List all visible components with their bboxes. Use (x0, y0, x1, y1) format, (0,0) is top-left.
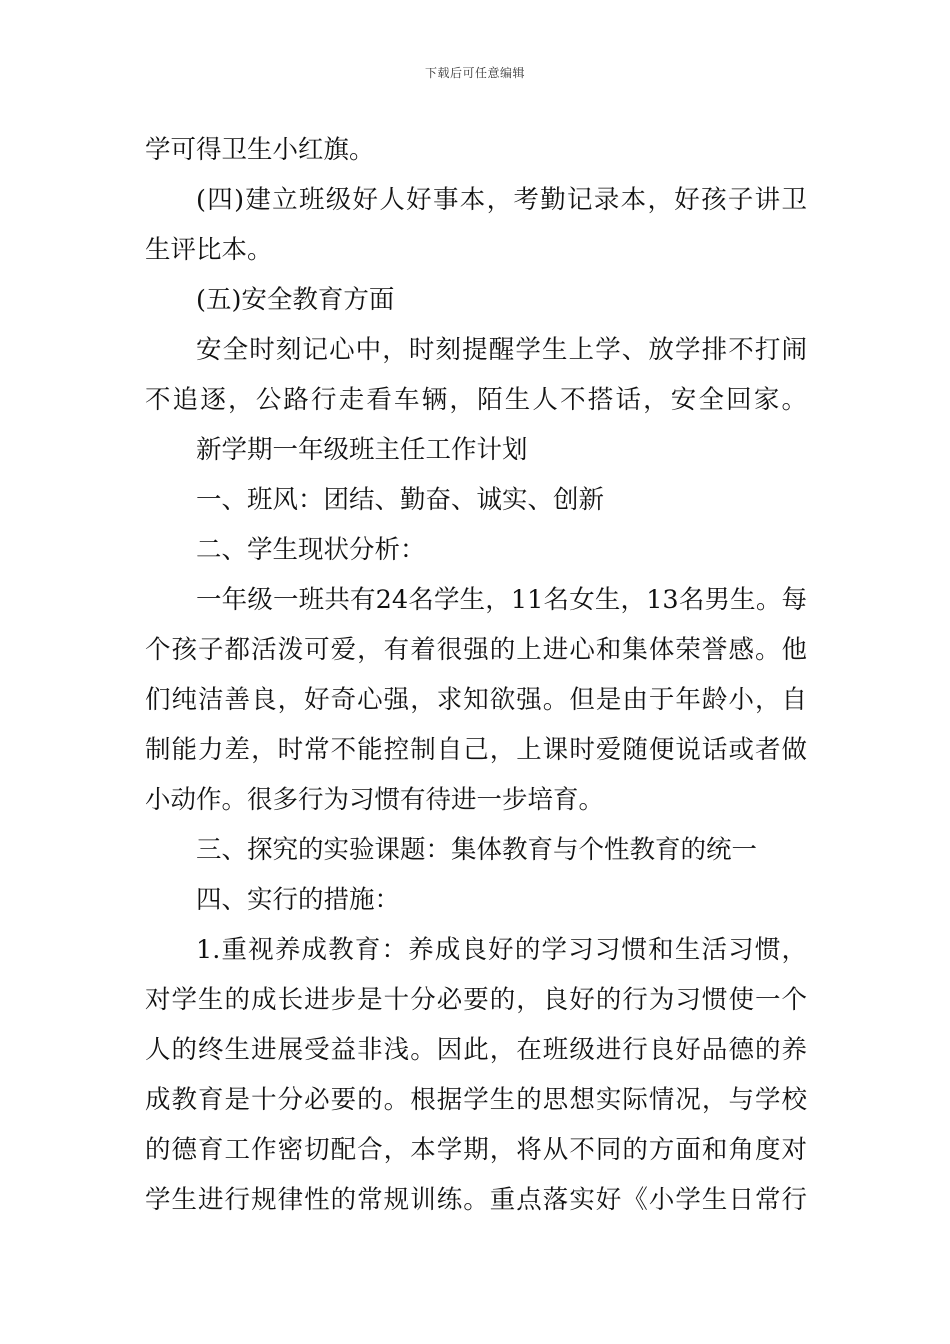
section-heading: (五)安全教育方面 (196, 285, 395, 315)
section-heading: 二、学生现状分析： (196, 535, 426, 565)
text-line: 人的终生进展受益非浅。因此，在班级进行良好品德的养 (145, 1035, 807, 1065)
text-line: 生评比本。 (145, 235, 273, 265)
text-line: 小动作。很多行为习惯有待进一步培育。 (145, 785, 605, 815)
text-line: (四)建立班级好人好事本，考勤记录本，好孩子讲卫 (196, 185, 807, 215)
section-heading: 四、实行的措施： (196, 885, 401, 915)
text-line: 学生进行规律性的常规训练。重点落实好《小学生日常行 (145, 1185, 807, 1215)
text-line: 一年级一班共有24名学生，11名女生，13名男生。每 (196, 585, 807, 615)
text-line: 1.重视养成教育：养成良好的学习习惯和生活习惯， (196, 935, 807, 965)
section-heading: 三、探究的实验课题：集体教育与个性教育的统一 (196, 835, 758, 865)
text-line: 制能力差，时常不能控制自己，上课时爱随便说话或者做 (145, 735, 807, 765)
page-header-note: 下载后可任意编辑 (424, 66, 525, 80)
text-line: 学可得卫生小红旗。 (145, 135, 375, 165)
text-line: 对学生的成长进步是十分必要的，良好的行为习惯使一个 (145, 985, 807, 1015)
section-heading: 一、班风：团结、勤奋、诚实、创新 (196, 485, 605, 515)
text-line: 的德育工作密切配合，本学期，将从不同的方面和角度对 (145, 1135, 807, 1165)
text-line: 不追逐，公路行走看车辆，陌生人不搭话，安全回家。 (145, 385, 807, 415)
text-line: 个孩子都活泼可爱，有着很强的上进心和集体荣誉感。他 (145, 635, 807, 665)
text-line: 成教育是十分必要的。根据学生的思想实际情况，与学校 (145, 1085, 807, 1115)
text-line: 们纯洁善良，好奇心强，求知欲强。但是由于年龄小，自 (145, 685, 807, 715)
text-line: 安全时刻记心中，时刻提醒学生上学、放学排不打闹 (196, 335, 807, 365)
document-body (145, 125, 807, 1225)
document-subtitle: 新学期一年级班主任工作计划 (196, 435, 528, 465)
